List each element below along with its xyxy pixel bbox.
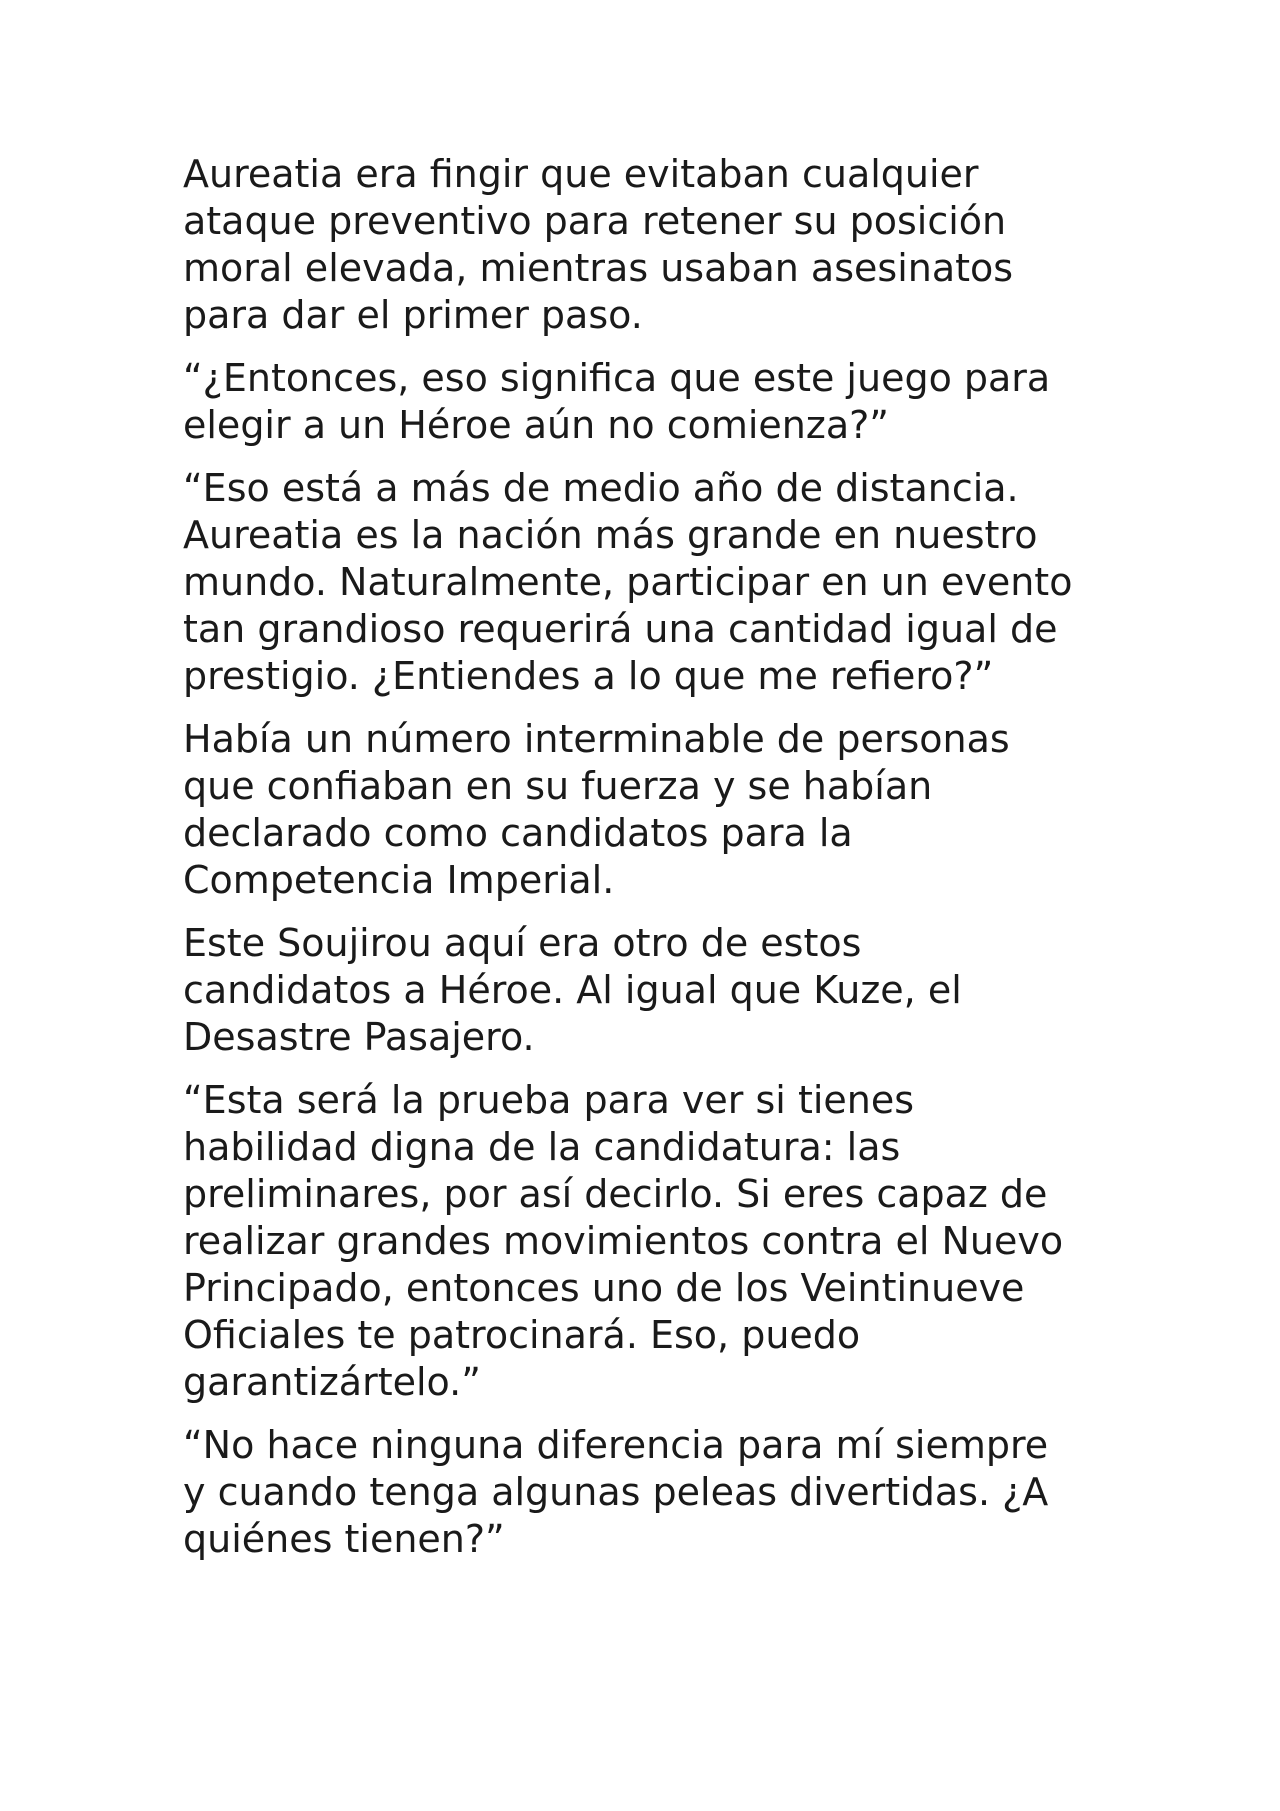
paragraph-2: “¿Entonces, eso significa que este juego para elegir a un Héroe aún no comienza?” [183,356,1051,447]
body-text [183,151,1113,1579]
paragraph-5: Este Soujirou aquí era otro de estos candidatos a Héroe. Al igual que Kuze, el Desastre Pasajero. [183,921,962,1059]
paragraph-7: “No hace ninguna diferencia para mí siempre y cuando tenga algunas peleas divertidas. ¿A quiénes tienen?” [183,1423,1049,1561]
paragraph-6: “Esta será la prueba para ver si tienes habilidad digna de la candidatura: las preliminares, por así decirlo. Si eres capaz de realizar grandes movimientos contra el Nuevo Principado, entonces uno de los Veintinueve Oficiales te patrocinará. Eso, puedo garantizártelo.” [183,1078,1064,1404]
paragraph-1: Aureatia era fingir que evitaban cualquier ataque preventivo para retener su posición moral elevada, mientras usaban asesinatos para dar el primer paso. [183,152,1014,337]
paragraph-4: Había un número interminable de personas que confiaban en su fuerza y se habían declarado como candidatos para la Competencia Imperial. [183,717,1010,902]
paragraph-3: “Eso está a más de medio año de distancia. Aureatia es la nación más grande en nuestro mundo. Naturalmente, participar en un evento tan grandioso requerirá una cantidad igual de prestigio. ¿Entiendes a lo que me refiero?” [183,466,1073,698]
